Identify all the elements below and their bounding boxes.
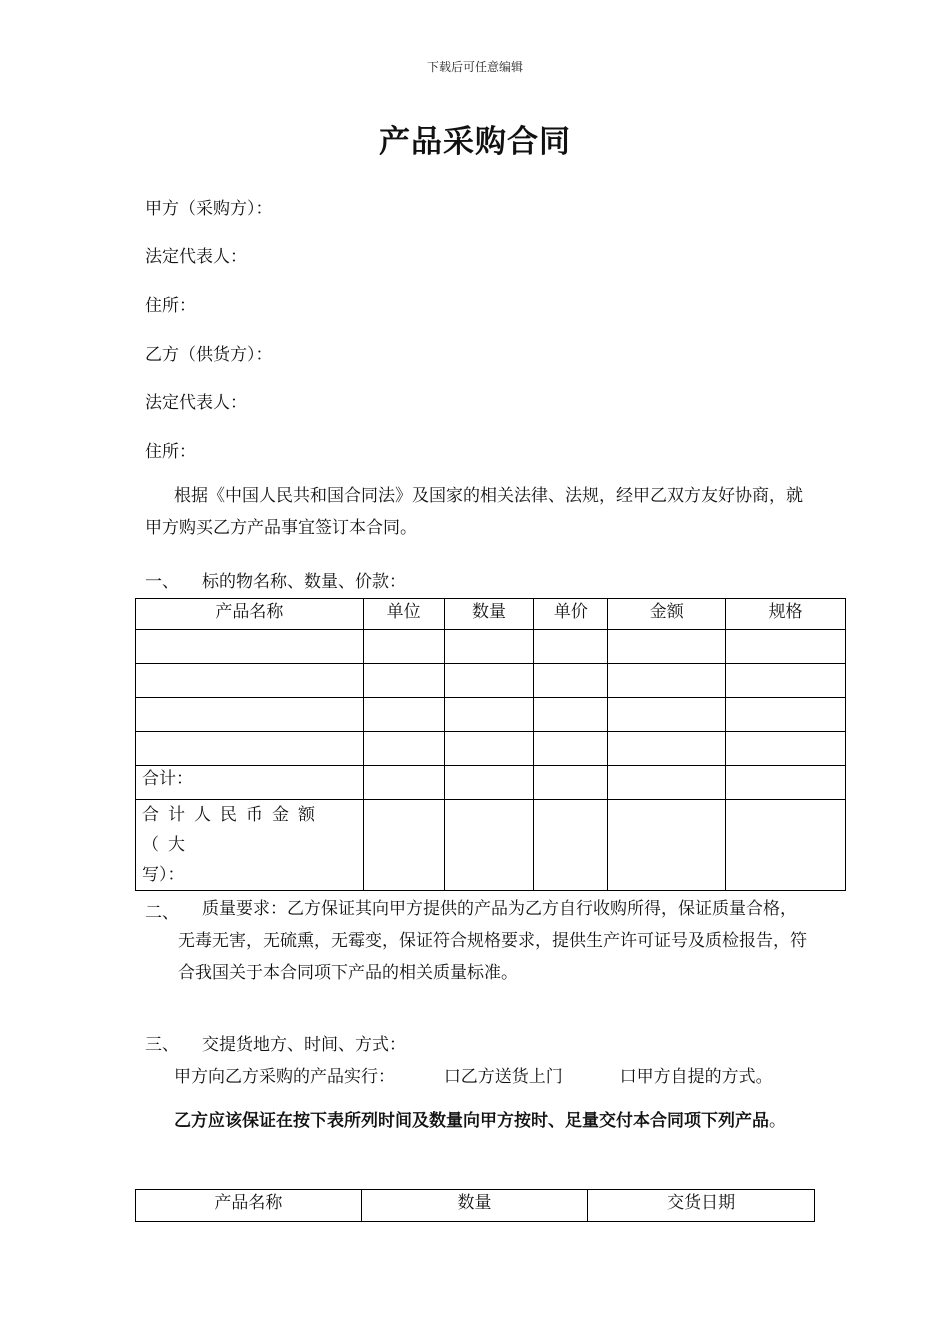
- table-cell[interactable]: [534, 766, 608, 800]
- total-rmb-row: [136, 800, 846, 891]
- table-cell[interactable]: [363, 664, 444, 698]
- col-header: 规格: [726, 599, 846, 630]
- section-3-title: 交提货地方、时间、方式：: [202, 1035, 406, 1055]
- table-cell[interactable]: [363, 766, 444, 800]
- total-rmb-label: [136, 800, 364, 891]
- table-cell[interactable]: [136, 732, 364, 766]
- table-cell[interactable]: [444, 732, 534, 766]
- delivery-option-buyer[interactable]: 口甲方自提的方式。: [619, 1067, 773, 1087]
- section-2-number: 二、: [145, 903, 179, 923]
- table-cell[interactable]: [136, 630, 364, 664]
- section-2-text: 质量要求：乙方保证其向甲方提供的产品为乙方自行收购所得，保证质量合格，无毒无害，无硫熏，无霉变，保证符合规格要求，提供生产许可证号及质检报告，符合我国关于本合同项下产品的相关质量标准。: [178, 899, 807, 983]
- contract-title: 产品采购合同: [379, 124, 571, 160]
- table-cell[interactable]: [534, 800, 608, 891]
- table-cell[interactable]: [444, 630, 534, 664]
- delivery-method-line: [174, 1062, 773, 1087]
- table-cell[interactable]: [534, 630, 608, 664]
- delivery-commitment-tail: 产品: [735, 1111, 769, 1131]
- col-header: 产品名称: [136, 1190, 362, 1222]
- delivery-table: [135, 1189, 815, 1222]
- section-1-title: 标的物名称、数量、价款：: [202, 572, 406, 592]
- table-cell[interactable]: [534, 664, 608, 698]
- col-header: 金额: [608, 599, 726, 630]
- col-header: 产品名称: [136, 599, 364, 630]
- table-cell[interactable]: [444, 800, 534, 891]
- party-b-label: 乙方（供货方）：: [145, 345, 273, 365]
- col-header: 数量: [444, 599, 534, 630]
- col-header: 数量: [361, 1190, 588, 1222]
- table-cell[interactable]: [534, 698, 608, 732]
- delivery-commitment-text: 乙方应该保证在按下表所列时间及数量向甲方按时、足量交付本合同项下列: [174, 1111, 735, 1131]
- table-cell[interactable]: [726, 630, 846, 664]
- section-1-heading: [145, 567, 406, 592]
- goods-table-header: [136, 599, 846, 630]
- table-cell[interactable]: [608, 664, 726, 698]
- delivery-prefix: 甲方向乙方采购的产品实行：: [174, 1067, 395, 1087]
- table-cell[interactable]: [726, 732, 846, 766]
- col-header: 单位: [363, 599, 444, 630]
- table-cell[interactable]: [534, 732, 608, 766]
- section-3-heading: [145, 1030, 406, 1055]
- table-row: [136, 698, 846, 732]
- table-cell[interactable]: [363, 698, 444, 732]
- table-cell[interactable]: [444, 766, 534, 800]
- header-note: 下载后可任意编辑: [426, 60, 523, 74]
- delivery-commitment-end: 。: [769, 1111, 786, 1131]
- section-1-number: 一、: [145, 572, 179, 592]
- table-cell[interactable]: [136, 698, 364, 732]
- table-cell[interactable]: [444, 698, 534, 732]
- party-b-representative: 法定代表人：: [145, 393, 247, 413]
- table-cell[interactable]: [726, 698, 846, 732]
- table-cell[interactable]: [444, 664, 534, 698]
- section-3-number: 三、: [145, 1035, 179, 1055]
- table-cell[interactable]: [726, 664, 846, 698]
- table-cell[interactable]: [363, 630, 444, 664]
- total-rmb-label-line2: 写）：: [142, 865, 185, 885]
- table-cell[interactable]: [608, 732, 726, 766]
- table-row: [136, 630, 846, 664]
- total-row: [136, 766, 846, 800]
- table-cell[interactable]: [726, 800, 846, 891]
- table-cell[interactable]: [363, 800, 444, 891]
- table-cell[interactable]: [136, 664, 364, 698]
- col-header: 单价: [534, 599, 608, 630]
- table-cell[interactable]: [726, 766, 846, 800]
- intro-paragraph: 根据《中国人民共和国合同法》及国家的相关法律、法规，经甲乙双方友好协商，就甲方购买乙方产品事宜签订本合同。: [145, 486, 803, 538]
- party-a-representative: 法定代表人：: [145, 247, 247, 267]
- table-cell[interactable]: [608, 766, 726, 800]
- party-a-address: 住所：: [145, 296, 196, 316]
- total-label: 合计：: [136, 766, 364, 800]
- party-b-address: 住所：: [145, 442, 196, 462]
- delivery-commitment: [145, 1105, 810, 1137]
- goods-table: [135, 598, 846, 891]
- party-a-label: 甲方（采购方）：: [145, 199, 273, 219]
- table-cell[interactable]: [608, 698, 726, 732]
- col-header: 交货日期: [588, 1190, 815, 1222]
- table-row: [136, 664, 846, 698]
- table-cell[interactable]: [608, 630, 726, 664]
- total-rmb-label-line1: 合计人民币金额（大: [142, 805, 324, 855]
- table-cell[interactable]: [608, 800, 726, 891]
- table-row: [136, 732, 846, 766]
- table-cell[interactable]: [363, 732, 444, 766]
- delivery-table-header: [136, 1190, 815, 1222]
- delivery-option-seller[interactable]: 口乙方送货上门: [443, 1067, 563, 1087]
